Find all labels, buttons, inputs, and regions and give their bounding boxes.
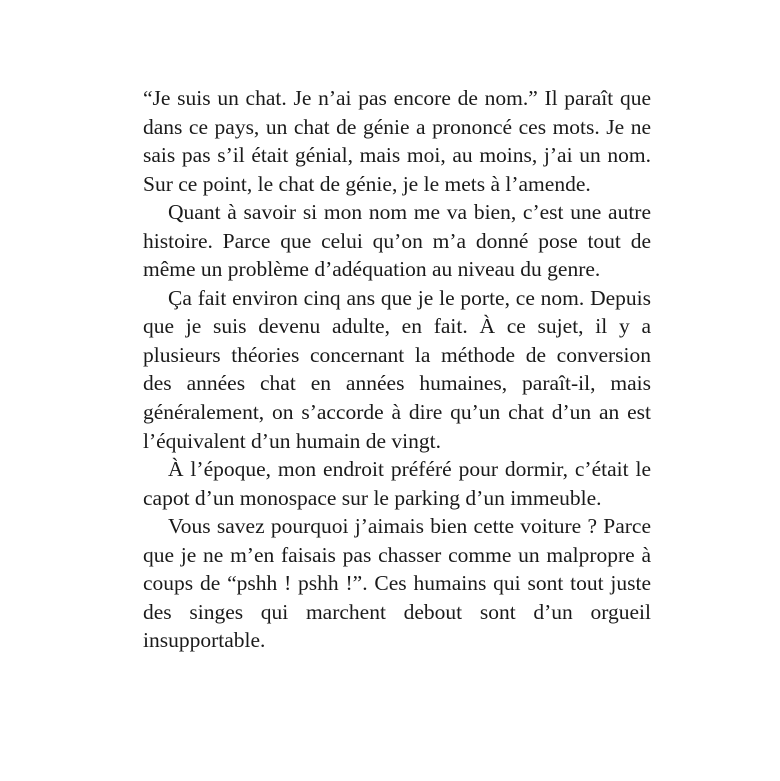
paragraph-1: “Je suis un chat. Je n’ai pas encore de nom.” Il paraît que dans ce pays, un chat de génie a prononcé ces mots. Je ne sais pas s’il était génial, mais moi, au moins, j’ai un nom. Sur ce point, le chat de génie, je le mets à l’amende. bbox=[143, 86, 651, 196]
paragraph-4: À l’époque, mon endroit préféré pour dormir, c’était le capot d’un monospace sur le parking d’un immeuble. bbox=[143, 457, 651, 510]
paragraph-5: Vous savez pourquoi j’aimais bien cette voiture ? Parce que je ne m’en faisais pas chasser comme un malpropre à coups de “pshh ! pshh !”. Ces humains qui sont tout juste des singes qui marchent debout sont d’un orgueil insupportable. bbox=[143, 514, 651, 653]
paragraph-2: Quant à savoir si mon nom me va bien, c’est une autre histoire. Parce que celui qu’on m’a donné pose tout de même un problème d’adéquation au niveau du genre. bbox=[143, 200, 651, 282]
paragraph-3: Ça fait environ cinq ans que je le porte, ce nom. Depuis que je suis devenu adulte, en fait. À ce sujet, il y a plusieurs théories concernant la méthode de conversion des années chat en années humaines, paraît-il, mais généralement, on s’accorde à dire qu’un chat d’un an est l’équivalent d’un humain de vingt. bbox=[143, 285, 651, 453]
book-page bbox=[143, 84, 651, 655]
